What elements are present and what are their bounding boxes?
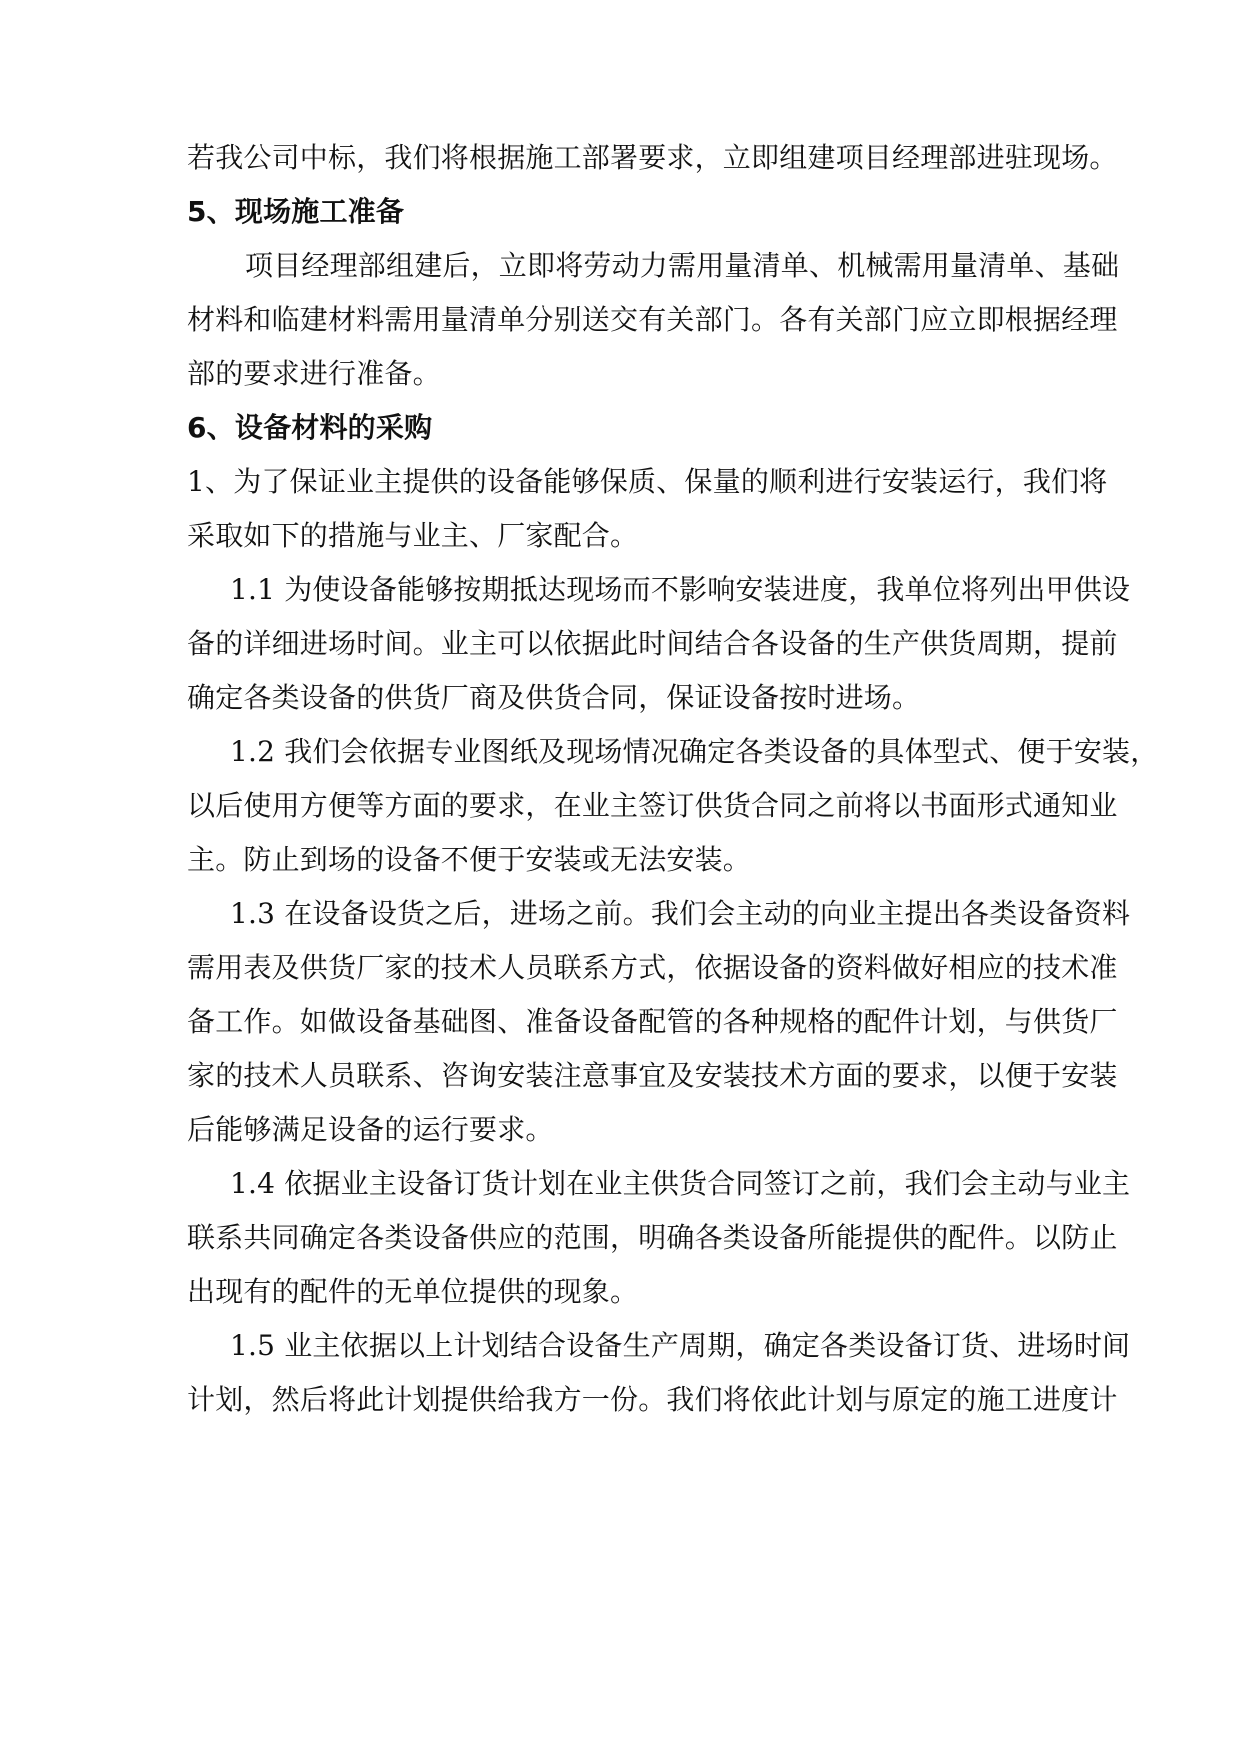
- paragraph-line: 若我公司中标，我们将根据施工部署要求，立即组建项目经理部进驻现场。: [187, 141, 1118, 174]
- paragraph-line: 项目经理部组建后，立即将劳动力需用量清单、机械需用量清单、基础: [245, 249, 1120, 282]
- paragraph-line: 联系共同确定各类设备供应的范围，明确各类设备所能提供的配件。以防止: [187, 1221, 1118, 1254]
- paragraph-line: 后能够满足设备的运行要求。: [187, 1113, 554, 1146]
- paragraph-line: 出现有的配件的无单位提供的现象。: [187, 1275, 639, 1308]
- paragraph-line: 采取如下的措施与业主、厂家配合。: [187, 519, 639, 552]
- paragraph-line: 需用表及供货厂家的技术人员联系方式，依据设备的资料做好相应的技术准: [187, 951, 1118, 984]
- paragraph-line: 计划，然后将此计划提供给我方一份。我们将依此计划与原定的施工进度计: [187, 1383, 1118, 1416]
- section-heading-6: 6、设备材料的采购: [187, 411, 433, 444]
- paragraph-line: 1.3 在设备设货之后，进场之前。我们会主动的向业主提出各类设备资料: [230, 897, 1131, 930]
- paragraph-line: 材料和临建材料需用量清单分别送交有关部门。各有关部门应立即根据经理: [187, 303, 1118, 336]
- paragraph-line: 部的要求进行准备。: [187, 357, 441, 390]
- paragraph-line: 主。防止到场的设备不便于安装或无法安装。: [187, 843, 752, 876]
- paragraph-line: 1.2 我们会依据专业图纸及现场情况确定各类设备的具体型式、便于安装，: [230, 735, 1159, 768]
- paragraph-line: 备的详细进场时间。业主可以依据此时间结合各设备的生产供货周期，提前: [187, 627, 1118, 660]
- paragraph-line: 确定各类设备的供货厂商及供货合同，保证设备按时进场。: [187, 681, 921, 714]
- paragraph-line: 备工作。如做设备基础图、准备设备配管的各种规格的配件计划，与供货厂: [187, 1005, 1118, 1038]
- paragraph-line: 家的技术人员联系、咨询安装注意事宜及安装技术方面的要求，以便于安装: [187, 1059, 1118, 1092]
- paragraph-line: 1.5 业主依据以上计划结合设备生产周期，确定各类设备订货、进场时间: [230, 1329, 1131, 1362]
- paragraph-line: 1.1 为使设备能够按期抵达现场而不影响安装进度，我单位将列出甲供设: [230, 573, 1131, 606]
- paragraph-line: 以后使用方便等方面的要求，在业主签订供货合同之前将以书面形式通知业: [187, 789, 1118, 822]
- section-heading-5: 5、现场施工准备: [187, 195, 405, 228]
- paragraph-line: 1.4 依据业主设备订货计划在业主供货合同签订之前，我们会主动与业主: [230, 1167, 1131, 1200]
- paragraph-line: 1、为了保证业主提供的设备能够保质、保量的顺利进行安装运行，我们将: [187, 465, 1108, 498]
